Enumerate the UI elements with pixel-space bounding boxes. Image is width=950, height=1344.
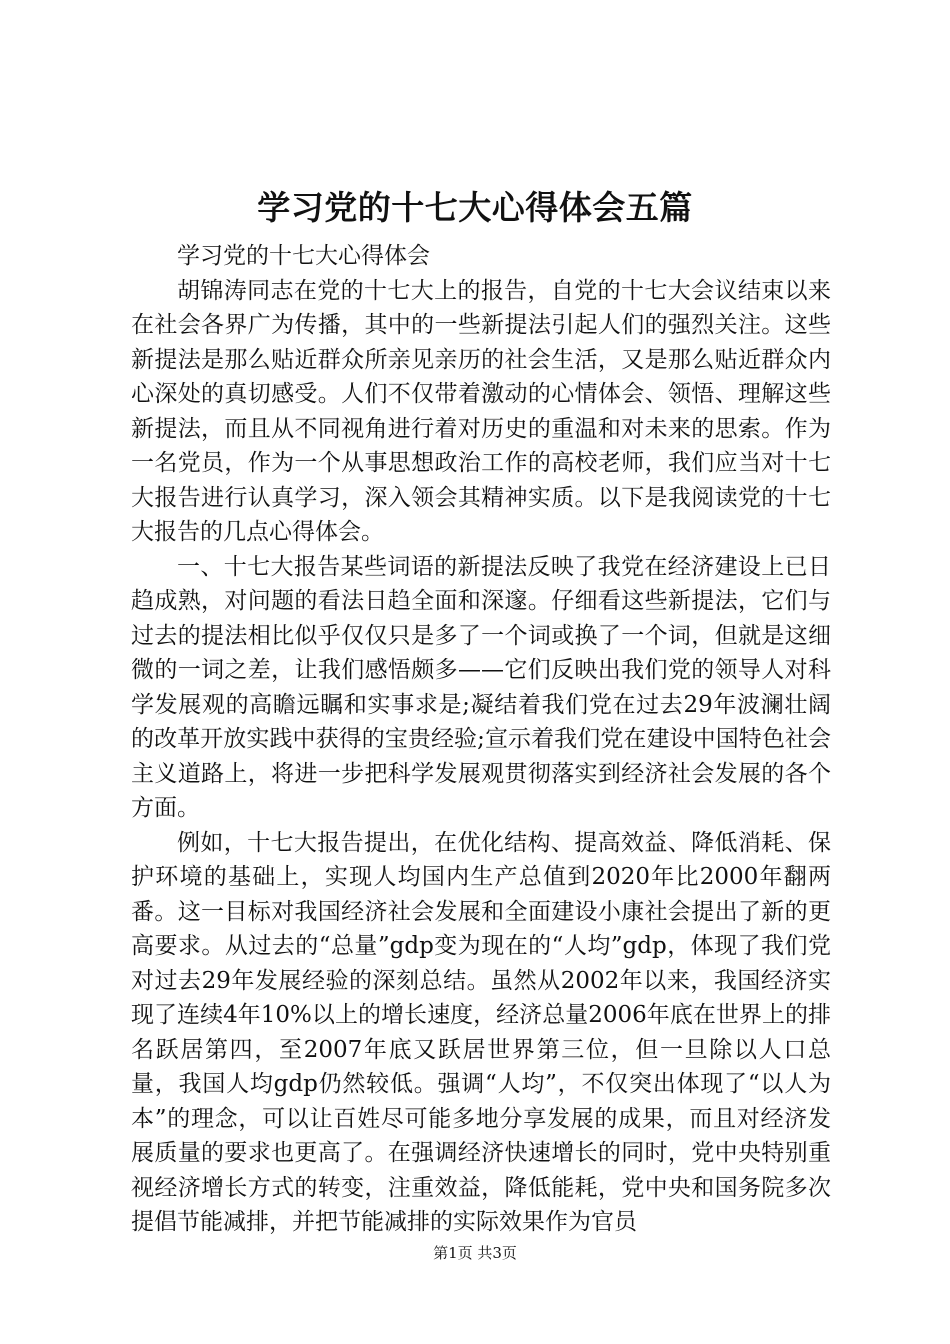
document-body (131, 239, 831, 1240)
paragraph: 胡锦涛同志在党的十七大上的报告，自党的十七大会议结束以来在社会各界广为传播，其中的一些新提法引起人们的强烈关注。这些新提法是那么贴近群众所亲见亲历的社会生活，又是那么贴近群众内心深处的真切感受。人们不仅带着激动的心情体会、领悟、理解这些新提法，而且从不同视角进行着对历史的重温和对未来的思索。作为一名党员，作为一个从事思想政治工作的高校老师，我们应当对十七大报告进行认真学习，深入领会其精神实质。以下是我阅读党的十七大报告的几点心得体会。 (131, 277, 831, 545)
paragraph: 一、十七大报告某些词语的新提法反映了我党在经济建设上已日趋成熟，对问题的看法日趋全面和深邃。仔细看这些新提法，它们与过去的提法相比似乎仅仅只是多了一个词或换了一个词，但就是这细微的一词之差，让我们感悟颇多——它们反映出我们党的领导人对科学发展观的高瞻远瞩和实事求是;凝结着我们党在过去29年波澜壮阔的改革开放实践中获得的宝贵经验;宣示着我们党在建设中国特色社会主义道路上，将进一步把科学发展观贯彻落实到经济社会发展的各个方面。 (131, 553, 831, 821)
document-title: 学习党的十七大心得体会五篇 (257, 188, 693, 227)
page-footer: 第1页 共3页 (433, 1244, 517, 1262)
paragraph: 例如，十七大报告提出，在优化结构、提高效益、降低消耗、保护环境的基础上，实现人均国内生产总值到2020年比2000年翻两番。这一目标对我国经济社会发展和全面建设小康社会提出了新的更高要求。从过去的“总量”gdp变为现在的“人均”gdp，体现了我们党对过去29年发展经验的深刻总结。虽然从2002年以来，我国经济实现了连续4年10%以上的增长速度，经济总量2006年底在世界上的排名跃居第四，至2007年底又跃居世界第三位，但一旦除以人口总量，我国人均gdp仍然较低。强调“人均”，不仅突出体现了“以人为本”的理念，可以让百姓尽可能多地分享发展的成果，而且对经济发展质量的要求也更高了。在强调经济快速增长的同时，党中央特别重视经济增长方式的转变，注重效益，降低能耗，党中央和国务院多次提倡节能减排，并把节能减排的实际效果作为官员 (131, 829, 831, 1235)
paragraph-subtitle: 学习党的十七大心得体会 (177, 243, 430, 269)
